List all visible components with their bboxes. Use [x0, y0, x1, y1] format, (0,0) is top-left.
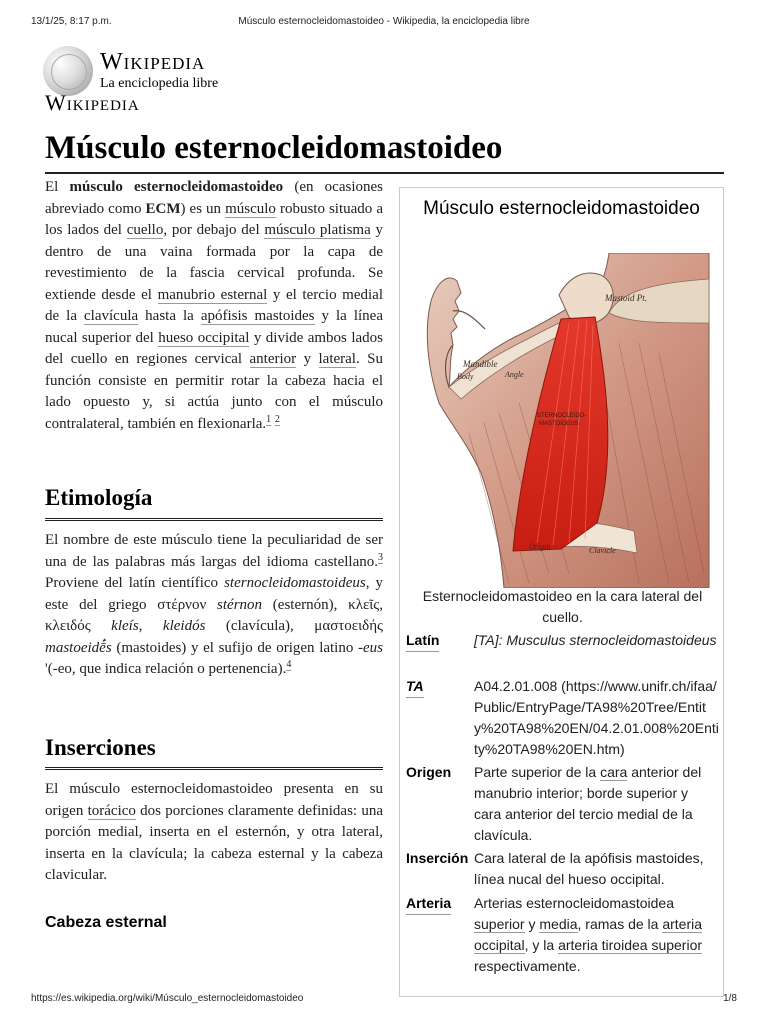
link-superior[interactable]: superior [474, 916, 525, 932]
label-mastoideus: MASTOIDEUS [539, 421, 579, 427]
neck-muscle-illustration[interactable] [409, 253, 714, 588]
infobox-label-origen: Origen [406, 764, 452, 780]
link-toracico[interactable]: torácico [87, 802, 136, 819]
heading-inserciones-rule [45, 767, 383, 770]
infobox-label-ta[interactable]: TA [406, 676, 424, 698]
heading-inserciones: Inserciones [45, 735, 156, 760]
lead-term: músculo esternocleidomastoideo [69, 179, 284, 195]
title-divider [45, 172, 724, 174]
label-sternocleido: STERNOCLEIDO- [537, 413, 587, 419]
link-apofisis-mastoides[interactable]: apófisis mastoides [200, 308, 315, 324]
label-clavicle: Clavicle [589, 546, 616, 555]
link-musculo[interactable]: músculo [225, 200, 276, 217]
infobox-caption: Esternocleidomastoideo en la cara lateral del cuello. [422, 588, 703, 625]
link-anterior[interactable]: anterior [249, 351, 297, 367]
wikipedia-logo[interactable] [43, 46, 243, 116]
infobox-value-insercion: Cara lateral de la apófisis mastoides, línea nucal del hueso occipital. [474, 850, 704, 887]
ref-4[interactable]: 4 [286, 659, 292, 670]
subheading-cabeza-esternal: Cabeza esternal [45, 914, 167, 931]
lead-paragraph: El músculo esternocleidomastoideo (en ocasiones abreviado como ECM) es un músculo robusto situado a los lados del cuello, por debajo del músculo platisma y dentro de una vaina formada por la capa de revestimiento de la fascia cervical profunda. Se extiende desde el manubrio esternal y el tercio medial de la clavícula hasta la apófisis mastoides y la línea nucal superior del hueso occipital y divide ambos lados del cuello en regiones cervical anterior y lateral. Su función consiste en permitir rotar la cabeza hacia el lado opuesto y, si actúa junto con el músculo contralateral, también en flexionarla.$^1$ $^2$ [45, 179, 384, 432]
infobox-label-arteria[interactable]: Arteria [406, 893, 451, 915]
link-arteria-tiroidea-superior[interactable]: arteria tiroidea superior [558, 937, 703, 953]
link-cara[interactable]: cara [600, 764, 628, 780]
link-manubrio-esternal[interactable]: manubrio esternal [157, 286, 268, 303]
link-media[interactable]: media [539, 916, 578, 932]
infobox [399, 187, 724, 997]
heading-etimologia: Etimología [45, 485, 153, 510]
inserciones-paragraph: El músculo esternocleidomastoideo presenta en su origen torácico dos porciones claramente definidas: una porción medial, inserta en el esternón, y otra lateral, inserta en la clavícula; la cabeza esternal y la cabeza clavicular. [45, 781, 383, 883]
ref-1[interactable]: 1 [266, 413, 272, 425]
infobox-title: Músculo esternocleidomastoideo [423, 198, 700, 219]
label-mandible: Mandible [463, 359, 498, 369]
link-hueso-occipital[interactable]: hueso occipital [158, 329, 250, 346]
print-title: Músculo esternocleidomastoideo - Wikipedia, la enciclopedia libre [238, 16, 530, 27]
lead-abbrev: ECM [145, 200, 181, 217]
infobox-label-insercion: Inserción [406, 850, 469, 866]
infobox-value-arteria: Arterias esternocleidomastoidea superior y media, ramas de la arteria occipital, y la arteria tiroidea superior respectivamente. [474, 895, 703, 974]
print-page-number: 1/8 [723, 993, 737, 1004]
ref-2[interactable]: 2 [274, 413, 280, 425]
link-lateral[interactable]: lateral [318, 351, 356, 367]
globe-icon [43, 46, 93, 96]
link-musculo-platisma[interactable]: músculo platisma [264, 222, 371, 238]
print-date: 13/1/25, 8:17 p.m. [31, 16, 112, 27]
logo-wordmark: Wikipedia [100, 49, 206, 75]
etimologia-paragraph: El nombre de este músculo tiene la peculiaridad de ser una de las palabras más largas del idioma castellano.$^3$ Proviene del latín científico sternocleidomastoideus, y este del griego στέρνον stérnon (esternón), κλεῖς, κλειδός kleís, kleidós (clavícula), μαστοειδής mastoeidḗ́s (mastoides) y el sufijo de origen latino -eus '(-eo, que indica relación o pertenencia).$^4$ [45, 532, 383, 677]
infobox-label-latin[interactable]: Latín [406, 630, 439, 652]
link-arteria-occipital[interactable]: arteria occipital [474, 916, 703, 953]
label-mastoid: Mastoid Pt. [605, 293, 647, 303]
label-body: Body [457, 372, 474, 381]
infobox-value-latin: [TA]: Musculus sternocleidomastoideus [474, 632, 717, 648]
label-origin: Origin [529, 542, 551, 551]
logo-tagline: La enciclopedia libre [100, 76, 219, 91]
link-clavicula[interactable]: clavícula [84, 308, 139, 324]
infobox-value-origen: Parte superior de la cara anterior del manubrio interior; borde superior y cara anterior del tercio medial de la clavícula. [474, 764, 702, 843]
heading-etimologia-rule [45, 518, 383, 521]
logo-wordmark-secondary: Wikipedia [45, 90, 140, 115]
page-title: Músculo esternocleidomastoideo [45, 130, 503, 166]
print-url: https://es.wikipedia.org/wiki/Músculo_esternocleidomastoideo [31, 993, 304, 1004]
infobox-value-ta[interactable]: A04.2.01.008 (https://www.unifr.ch/ifaa/Public/EntryPage/TA98%20Tree/Entity%20TA98%20EN/04.2.01.008%20Entity%20TA98%20EN.htm) [474, 678, 719, 757]
link-cuello[interactable]: cuello [126, 222, 164, 238]
label-angle: Angle [505, 370, 524, 379]
ref-3[interactable]: 3 [378, 551, 383, 563]
